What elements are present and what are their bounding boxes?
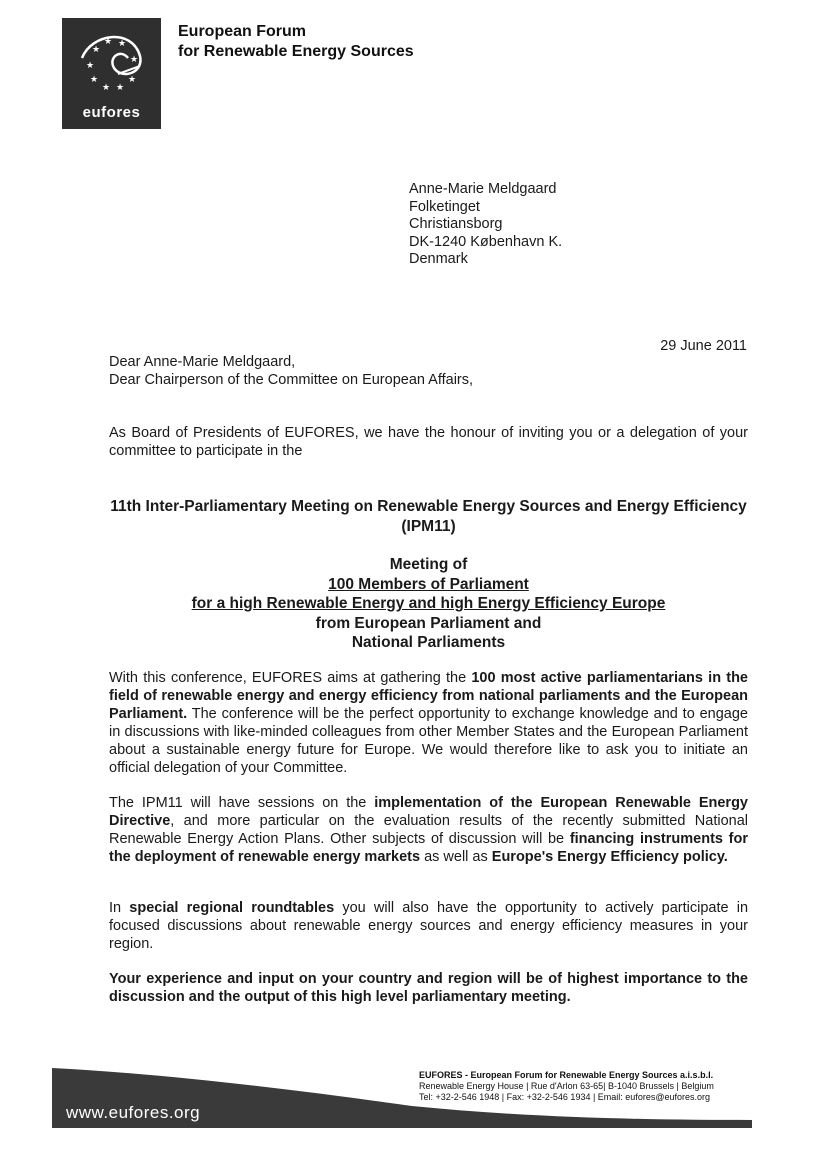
svg-text:★: ★ — [128, 75, 137, 85]
footer-address: Renewable Energy House | Rue d'Arlon 63-65| B-1040 Brussels | Belgium — [419, 1081, 714, 1091]
eufores-logo — [62, 18, 161, 129]
p1-text1: With this conference, EUFORES aims at gathering the — [109, 670, 472, 686]
p1-bold1: 100 most active parliamentarians in the field of renewable energy and energy efficiency from national parliaments and the European Parliament. — [109, 670, 748, 722]
salutation — [109, 353, 473, 389]
p2-text1: The IPM11 will have sessions on the — [109, 795, 375, 811]
org-name-line2: for Renewable Energy Sources — [178, 43, 414, 60]
svg-text:★: ★ — [130, 55, 139, 65]
salutation-line1: Dear Anne-Marie Meldgaard, — [109, 354, 296, 370]
event-sub5: National Parliaments — [351, 634, 506, 651]
event-sub2: 100 Members of Parliament — [328, 575, 529, 593]
paragraph-conference — [109, 669, 748, 777]
p2-bold1: implementation of the European Renewable Energy Directive — [109, 795, 749, 829]
paragraph-sessions — [109, 794, 748, 866]
p1-text2: The conference will be the perfect opportunity to exchange knowledge and to engage in discussions with like-minded colleagues from other Member States and the European Parliament about a sustainable energy future for Europe. We would therefore like to ask you to initiate an official delegation of your Committee. — [109, 706, 748, 776]
footer-org-name: EUFORES - European Forum for Renewable Energy Sources a.i.s.b.l. — [419, 1070, 714, 1080]
p2-text3: as well as — [420, 849, 492, 865]
svg-text:★: ★ — [92, 45, 101, 55]
svg-text:★: ★ — [90, 75, 99, 85]
p2-text2: , and more particular on the evaluation results of the recently submitted National Renewable Energy Action Plans. Other subjects of discussion will be — [109, 813, 748, 847]
recipient-name: Anne-Marie Meldgaard — [409, 181, 557, 197]
paragraph-roundtables — [109, 899, 748, 953]
p3-text2: you will also have the opportunity to actively participate in focused discussions about renewable energy sources and energy efficiency measures in your region. — [109, 900, 749, 952]
p3-bold1: special regional roundtables — [129, 900, 335, 916]
svg-text:★: ★ — [104, 37, 113, 47]
svg-text:★: ★ — [118, 39, 127, 49]
recipient-line3: Christiansborg — [409, 216, 503, 232]
svg-text:★: ★ — [102, 83, 111, 93]
event-sub3: for a high Renewable Energy and high Energy Efficiency Europe — [191, 595, 666, 612]
event-title: 11th Inter-Parliamentary Meeting on Renewable Energy Sources and Energy Efficiency (IPM11) — [110, 498, 747, 535]
event-subtitle — [109, 555, 748, 653]
intro-paragraph: As Board of Presidents of EUFORES, we have the honour of inviting you or a delegation of your committee to participate in the — [109, 425, 748, 459]
org-name — [178, 22, 414, 62]
svg-text:★: ★ — [116, 83, 125, 93]
recipient-line4: DK-1240 København K. — [409, 233, 563, 250]
recipient-line5: Denmark — [409, 251, 468, 267]
p2-bold2: financing instruments for the deployment of renewable energy markets — [109, 831, 748, 865]
stars-swirl-icon — [62, 18, 161, 108]
salutation-line2: Dear Chairperson of the Committee on European Affairs, — [109, 372, 474, 388]
recipient-line2: Folketinget — [409, 198, 480, 215]
footer-website-link[interactable]: www.eufores.org — [66, 1103, 201, 1122]
logo-text: eufores — [82, 104, 141, 121]
event-sub4: from European Parliament and — [315, 614, 542, 632]
event-sub1: Meeting of — [389, 556, 468, 573]
p3-text1: In — [109, 900, 130, 916]
paragraph-closing: Your experience and input on your country and region will be of highest importance to the discussion and the output of this high level parliamentary meeting. — [109, 971, 748, 1005]
letter-date: 29 June 2011 — [660, 338, 747, 354]
recipient-address — [409, 181, 562, 269]
svg-text:★: ★ — [86, 61, 95, 71]
footer-phone-email: Tel: +32-2-546 1948 | Fax: +32-2-546 1934 | Email: eufores@eufores.org — [419, 1092, 710, 1102]
p2-bold3: Europe's Energy Efficiency policy. — [491, 849, 728, 865]
org-name-line1: European Forum — [178, 23, 307, 40]
footer-contact-info — [419, 1070, 714, 1103]
